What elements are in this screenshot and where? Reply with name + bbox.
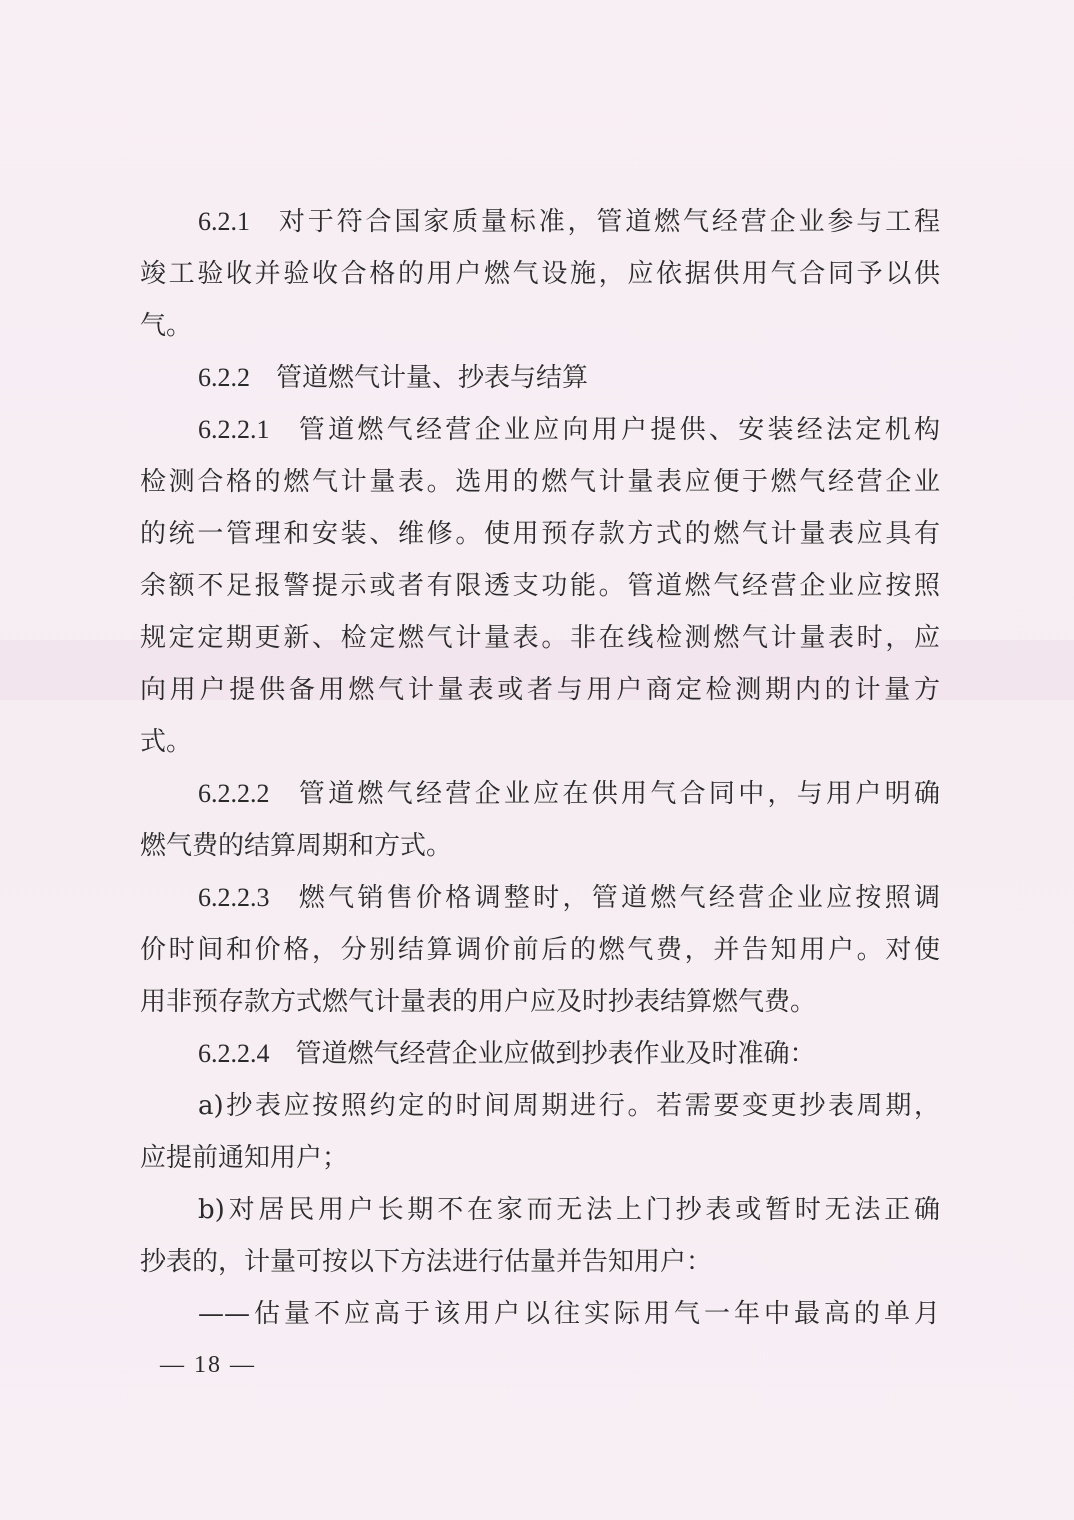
paragraph-line: 规定定期更新、检定燃气计量表。非在线检测燃气计量表时，应 (140, 623, 940, 653)
paragraph-line: 用非预存款方式燃气计量表的用户应及时抄表结算燃气费。 (140, 987, 817, 1017)
dash-item-line: ——估量不应高于该用户以往实际用气一年中最高的单月 (198, 1299, 940, 1329)
paragraph-line: 的统一管理和安装、维修。使用预存款方式的燃气计量表应具有 (140, 519, 940, 549)
list-item-a-line: a)抄表应按照约定的时间周期进行。若需要变更抄表周期， (198, 1091, 940, 1121)
paragraph-text: 对于符合国家质量标准，管道燃气经营企业参与工程 (276, 207, 940, 237)
paragraph-line: 价时间和价格，分别结算调价前后的燃气费，并告知用户。对使 (140, 935, 940, 965)
paragraph-line: 检测合格的燃气计量表。选用的燃气计量表应便于燃气经营企业 (140, 467, 940, 497)
paragraph-line: 向用户提供备用燃气计量表或者与用户商定检测期内的计量方 (140, 675, 940, 705)
page-number: — 18 — (160, 1352, 256, 1378)
paragraph-6-2-2-3-line (140, 872, 940, 924)
paragraph-6-2-1-line (140, 196, 940, 248)
paragraph-6-2-2-1-line (140, 404, 940, 456)
section-number: 6.2.1 (198, 207, 250, 236)
paragraph-6-2-2-2-line (140, 768, 940, 820)
paragraph-text: 管道燃气经营企业应向用户提供、安装经法定机构 (295, 415, 940, 445)
section-number: 6.2.2 (198, 363, 250, 392)
section-number: 6.2.2.2 (198, 779, 270, 808)
paragraph-text: 管道燃气经营企业应在供用气合同中，与用户明确 (295, 779, 940, 809)
document-body (140, 196, 940, 1340)
paragraph-line: 燃气费的结算周期和方式。 (140, 831, 453, 861)
section-title: 管道燃气计量、抄表与结算 (276, 363, 589, 393)
paragraph-text: 管道燃气经营企业应做到抄表作业及时准确： (295, 1039, 816, 1069)
section-number: 6.2.2.3 (198, 883, 270, 912)
list-item-b-line: b)对居民用户长期不在家而无法上门抄表或暂时无法正确 (198, 1195, 940, 1225)
paragraph-line: 气。 (140, 311, 193, 341)
paragraph-6-2-2-4-line (140, 1028, 940, 1080)
paragraph-line: 抄表的，计量可按以下方法进行估量并告知用户： (140, 1247, 713, 1277)
paragraph-line: 式。 (140, 727, 193, 757)
paragraph-line: 竣工验收并验收合格的用户燃气设施，应依据供用气合同予以供 (140, 259, 940, 289)
section-number: 6.2.2.1 (198, 415, 270, 444)
section-number: 6.2.2.4 (198, 1039, 270, 1068)
paragraph-line: 余额不足报警提示或者有限透支功能。管道燃气经营企业应按照 (140, 571, 940, 601)
paragraph-text: 燃气销售价格调整时，管道燃气经营企业应按照调 (295, 883, 940, 913)
paragraph-line: 应提前通知用户； (140, 1143, 349, 1173)
section-heading-6-2-2 (140, 352, 940, 404)
